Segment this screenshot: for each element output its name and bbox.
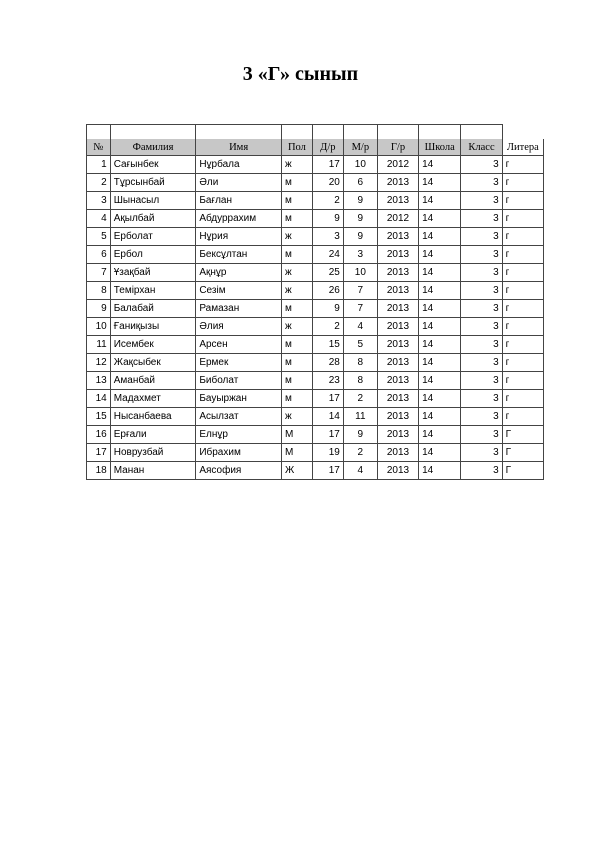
cell-birth-year: 2013 bbox=[377, 426, 418, 444]
cell-birth-month: 9 bbox=[343, 426, 377, 444]
cell-name: Рамазан bbox=[196, 300, 282, 318]
cell-birth-month: 11 bbox=[343, 408, 377, 426]
cell-letter: г bbox=[502, 282, 543, 300]
table-row bbox=[87, 408, 544, 426]
cell-birth-day: 15 bbox=[312, 336, 343, 354]
cell-birth-month: 10 bbox=[343, 264, 377, 282]
cell-name: Ақнұр bbox=[196, 264, 282, 282]
cell-birth-month: 4 bbox=[343, 318, 377, 336]
cell-surname: Ерғали bbox=[110, 426, 196, 444]
cell-class: 3 bbox=[461, 462, 502, 480]
cell-birth-year: 2013 bbox=[377, 372, 418, 390]
cell-number: 3 bbox=[87, 192, 111, 210]
cell-name: Асылзат bbox=[196, 408, 282, 426]
cell-school: 14 bbox=[419, 354, 461, 372]
col-header-birth-day: Д/р bbox=[312, 139, 343, 156]
col-header-surname: Фамилия bbox=[110, 139, 196, 156]
cell-school: 14 bbox=[419, 300, 461, 318]
cell-number: 10 bbox=[87, 318, 111, 336]
cell-gender: ж bbox=[281, 408, 312, 426]
cell-birth-month: 5 bbox=[343, 336, 377, 354]
cell-birth-month: 2 bbox=[343, 444, 377, 462]
table-row bbox=[87, 444, 544, 462]
cell-gender: Ж bbox=[281, 462, 312, 480]
cell-birth-month: 9 bbox=[343, 210, 377, 228]
cell-birth-day: 20 bbox=[312, 174, 343, 192]
table-row bbox=[87, 354, 544, 372]
cell-birth-year: 2013 bbox=[377, 192, 418, 210]
cell-letter: г bbox=[502, 372, 543, 390]
cell-gender: ж bbox=[281, 318, 312, 336]
cell-birth-day: 28 bbox=[312, 354, 343, 372]
col-header-number: № bbox=[87, 139, 111, 156]
cell-birth-month: 8 bbox=[343, 372, 377, 390]
cell-letter: г bbox=[502, 156, 543, 174]
cell-letter: Г bbox=[502, 426, 543, 444]
cell-name: Нұрия bbox=[196, 228, 282, 246]
cell-school: 14 bbox=[419, 390, 461, 408]
cell-surname: Новрузбай bbox=[110, 444, 196, 462]
cell-class: 3 bbox=[461, 444, 502, 462]
cell-surname: Ұзақбай bbox=[110, 264, 196, 282]
cell-birth-year: 2013 bbox=[377, 336, 418, 354]
cell-birth-month: 10 bbox=[343, 156, 377, 174]
cell-birth-year: 2013 bbox=[377, 228, 418, 246]
cell-gender: М bbox=[281, 444, 312, 462]
cell-class: 3 bbox=[461, 246, 502, 264]
cell-number: 15 bbox=[87, 408, 111, 426]
table-row bbox=[87, 174, 544, 192]
cell-birth-day: 17 bbox=[312, 462, 343, 480]
table-row bbox=[87, 318, 544, 336]
cell-name: Әлия bbox=[196, 318, 282, 336]
cell-name: Бағлан bbox=[196, 192, 282, 210]
cell-school: 14 bbox=[419, 264, 461, 282]
cell-birth-year: 2013 bbox=[377, 282, 418, 300]
col-header-birth-month: М/р bbox=[343, 139, 377, 156]
cell-surname: Ақылбай bbox=[110, 210, 196, 228]
cell-birth-year: 2013 bbox=[377, 264, 418, 282]
cell-birth-month: 7 bbox=[343, 282, 377, 300]
cell-surname: Шынасыл bbox=[110, 192, 196, 210]
cell-birth-month: 9 bbox=[343, 192, 377, 210]
cell-class: 3 bbox=[461, 156, 502, 174]
cell-birth-day: 19 bbox=[312, 444, 343, 462]
cell-birth-day: 3 bbox=[312, 228, 343, 246]
cell-class: 3 bbox=[461, 264, 502, 282]
cell-name: Ибрахим bbox=[196, 444, 282, 462]
table-header-row bbox=[87, 139, 544, 156]
cell-birth-year: 2013 bbox=[377, 390, 418, 408]
cell-letter: г bbox=[502, 390, 543, 408]
cell-birth-year: 2013 bbox=[377, 462, 418, 480]
cell-number: 11 bbox=[87, 336, 111, 354]
cell-birth-day: 24 bbox=[312, 246, 343, 264]
cell-surname: Сағынбек bbox=[110, 156, 196, 174]
cell-letter: г bbox=[502, 264, 543, 282]
table-row bbox=[87, 228, 544, 246]
table-row bbox=[87, 210, 544, 228]
cell-class: 3 bbox=[461, 426, 502, 444]
cell-name: Нұрбала bbox=[196, 156, 282, 174]
table-row bbox=[87, 462, 544, 480]
cell-birth-day: 2 bbox=[312, 192, 343, 210]
cell-class: 3 bbox=[461, 174, 502, 192]
cell-name: Биболат bbox=[196, 372, 282, 390]
cell-letter: г bbox=[502, 174, 543, 192]
cell-gender: м bbox=[281, 372, 312, 390]
cell-letter: Г bbox=[502, 444, 543, 462]
cell-class: 3 bbox=[461, 228, 502, 246]
cell-school: 14 bbox=[419, 228, 461, 246]
table-row bbox=[87, 336, 544, 354]
cell-school: 14 bbox=[419, 444, 461, 462]
cell-birth-year: 2013 bbox=[377, 300, 418, 318]
cell-birth-day: 14 bbox=[312, 408, 343, 426]
cell-birth-month: 4 bbox=[343, 462, 377, 480]
cell-letter: г bbox=[502, 192, 543, 210]
cell-letter: г bbox=[502, 354, 543, 372]
cell-school: 14 bbox=[419, 246, 461, 264]
cell-gender: М bbox=[281, 426, 312, 444]
cell-surname: Ғаниқызы bbox=[110, 318, 196, 336]
cell-class: 3 bbox=[461, 282, 502, 300]
cell-name: Ермек bbox=[196, 354, 282, 372]
cell-school: 14 bbox=[419, 462, 461, 480]
cell-birth-month: 2 bbox=[343, 390, 377, 408]
cell-gender: м bbox=[281, 390, 312, 408]
cell-letter: г bbox=[502, 228, 543, 246]
cell-class: 3 bbox=[461, 408, 502, 426]
cell-birth-day: 2 bbox=[312, 318, 343, 336]
cell-birth-year: 2012 bbox=[377, 210, 418, 228]
cell-gender: м bbox=[281, 174, 312, 192]
cell-letter: г bbox=[502, 336, 543, 354]
cell-name: Бексұлтан bbox=[196, 246, 282, 264]
col-header-class: Класс bbox=[461, 139, 502, 156]
cell-number: 18 bbox=[87, 462, 111, 480]
cell-school: 14 bbox=[419, 192, 461, 210]
cell-number: 6 bbox=[87, 246, 111, 264]
cell-birth-day: 26 bbox=[312, 282, 343, 300]
cell-number: 2 bbox=[87, 174, 111, 192]
cell-gender: ж bbox=[281, 228, 312, 246]
cell-name: Сезім bbox=[196, 282, 282, 300]
cell-class: 3 bbox=[461, 300, 502, 318]
cell-gender: ж bbox=[281, 156, 312, 174]
table-row bbox=[87, 390, 544, 408]
cell-surname: Тұрсынбай bbox=[110, 174, 196, 192]
page-title: 3 «Г» сынып bbox=[242, 63, 359, 85]
cell-number: 1 bbox=[87, 156, 111, 174]
cell-school: 14 bbox=[419, 408, 461, 426]
cell-class: 3 bbox=[461, 354, 502, 372]
cell-gender: м bbox=[281, 246, 312, 264]
cell-school: 14 bbox=[419, 318, 461, 336]
cell-number: 14 bbox=[87, 390, 111, 408]
table-row bbox=[87, 156, 544, 174]
cell-letter: г bbox=[502, 246, 543, 264]
cell-name: Аясофия bbox=[196, 462, 282, 480]
table-body bbox=[87, 156, 544, 480]
cell-letter: г bbox=[502, 210, 543, 228]
student-table bbox=[86, 124, 544, 480]
cell-birth-day: 17 bbox=[312, 426, 343, 444]
table-row bbox=[87, 264, 544, 282]
cell-number: 13 bbox=[87, 372, 111, 390]
cell-number: 9 bbox=[87, 300, 111, 318]
cell-birth-month: 8 bbox=[343, 354, 377, 372]
cell-name: Бауыржан bbox=[196, 390, 282, 408]
cell-name: Абдуррахим bbox=[196, 210, 282, 228]
cell-birth-year: 2012 bbox=[377, 156, 418, 174]
cell-surname: Нысанбаева bbox=[110, 408, 196, 426]
cell-surname: Мадахмет bbox=[110, 390, 196, 408]
cell-school: 14 bbox=[419, 372, 461, 390]
cell-surname: Темірхан bbox=[110, 282, 196, 300]
cell-birth-month: 9 bbox=[343, 228, 377, 246]
cell-number: 5 bbox=[87, 228, 111, 246]
cell-letter: Г bbox=[502, 462, 543, 480]
cell-number: 4 bbox=[87, 210, 111, 228]
cell-birth-month: 3 bbox=[343, 246, 377, 264]
header-spacer-row bbox=[87, 125, 544, 140]
cell-number: 17 bbox=[87, 444, 111, 462]
cell-surname: Исембек bbox=[110, 336, 196, 354]
table-row bbox=[87, 300, 544, 318]
cell-gender: ж bbox=[281, 282, 312, 300]
table-row bbox=[87, 192, 544, 210]
cell-letter: г bbox=[502, 408, 543, 426]
cell-surname: Жақсыбек bbox=[110, 354, 196, 372]
cell-birth-day: 25 bbox=[312, 264, 343, 282]
col-header-gender: Пол bbox=[281, 139, 312, 156]
cell-school: 14 bbox=[419, 426, 461, 444]
cell-gender: м bbox=[281, 336, 312, 354]
cell-surname: Манан bbox=[110, 462, 196, 480]
cell-letter: г bbox=[502, 318, 543, 336]
cell-gender: ж bbox=[281, 264, 312, 282]
table-row bbox=[87, 426, 544, 444]
cell-number: 16 bbox=[87, 426, 111, 444]
cell-gender: м bbox=[281, 192, 312, 210]
table-row bbox=[87, 246, 544, 264]
cell-birth-year: 2013 bbox=[377, 246, 418, 264]
cell-birth-day: 17 bbox=[312, 390, 343, 408]
cell-gender: м bbox=[281, 300, 312, 318]
cell-number: 7 bbox=[87, 264, 111, 282]
cell-birth-year: 2013 bbox=[377, 408, 418, 426]
cell-school: 14 bbox=[419, 174, 461, 192]
col-header-school: Школа bbox=[419, 139, 461, 156]
cell-class: 3 bbox=[461, 390, 502, 408]
cell-gender: м bbox=[281, 210, 312, 228]
col-header-letter: Литера bbox=[502, 139, 543, 156]
cell-gender: м bbox=[281, 354, 312, 372]
cell-school: 14 bbox=[419, 336, 461, 354]
cell-letter: г bbox=[502, 300, 543, 318]
cell-surname: Ерболат bbox=[110, 228, 196, 246]
col-header-birth-year: Г/р bbox=[377, 139, 418, 156]
cell-name: Әли bbox=[196, 174, 282, 192]
cell-class: 3 bbox=[461, 192, 502, 210]
cell-number: 12 bbox=[87, 354, 111, 372]
table-row bbox=[87, 282, 544, 300]
cell-birth-year: 2013 bbox=[377, 444, 418, 462]
cell-name: Елнұр bbox=[196, 426, 282, 444]
cell-surname: Аманбай bbox=[110, 372, 196, 390]
cell-class: 3 bbox=[461, 318, 502, 336]
cell-birth-year: 2013 bbox=[377, 318, 418, 336]
cell-birth-day: 23 bbox=[312, 372, 343, 390]
cell-class: 3 bbox=[461, 336, 502, 354]
cell-surname: Балабай bbox=[110, 300, 196, 318]
table-row bbox=[87, 372, 544, 390]
cell-birth-month: 7 bbox=[343, 300, 377, 318]
cell-birth-day: 9 bbox=[312, 210, 343, 228]
cell-birth-year: 2013 bbox=[377, 354, 418, 372]
cell-name: Арсен bbox=[196, 336, 282, 354]
cell-birth-year: 2013 bbox=[377, 174, 418, 192]
cell-school: 14 bbox=[419, 156, 461, 174]
cell-birth-day: 9 bbox=[312, 300, 343, 318]
cell-number: 8 bbox=[87, 282, 111, 300]
cell-class: 3 bbox=[461, 372, 502, 390]
cell-birth-month: 6 bbox=[343, 174, 377, 192]
cell-birth-day: 17 bbox=[312, 156, 343, 174]
cell-school: 14 bbox=[419, 282, 461, 300]
col-header-name: Имя bbox=[196, 139, 282, 156]
cell-surname: Ербол bbox=[110, 246, 196, 264]
cell-school: 14 bbox=[419, 210, 461, 228]
cell-class: 3 bbox=[461, 210, 502, 228]
